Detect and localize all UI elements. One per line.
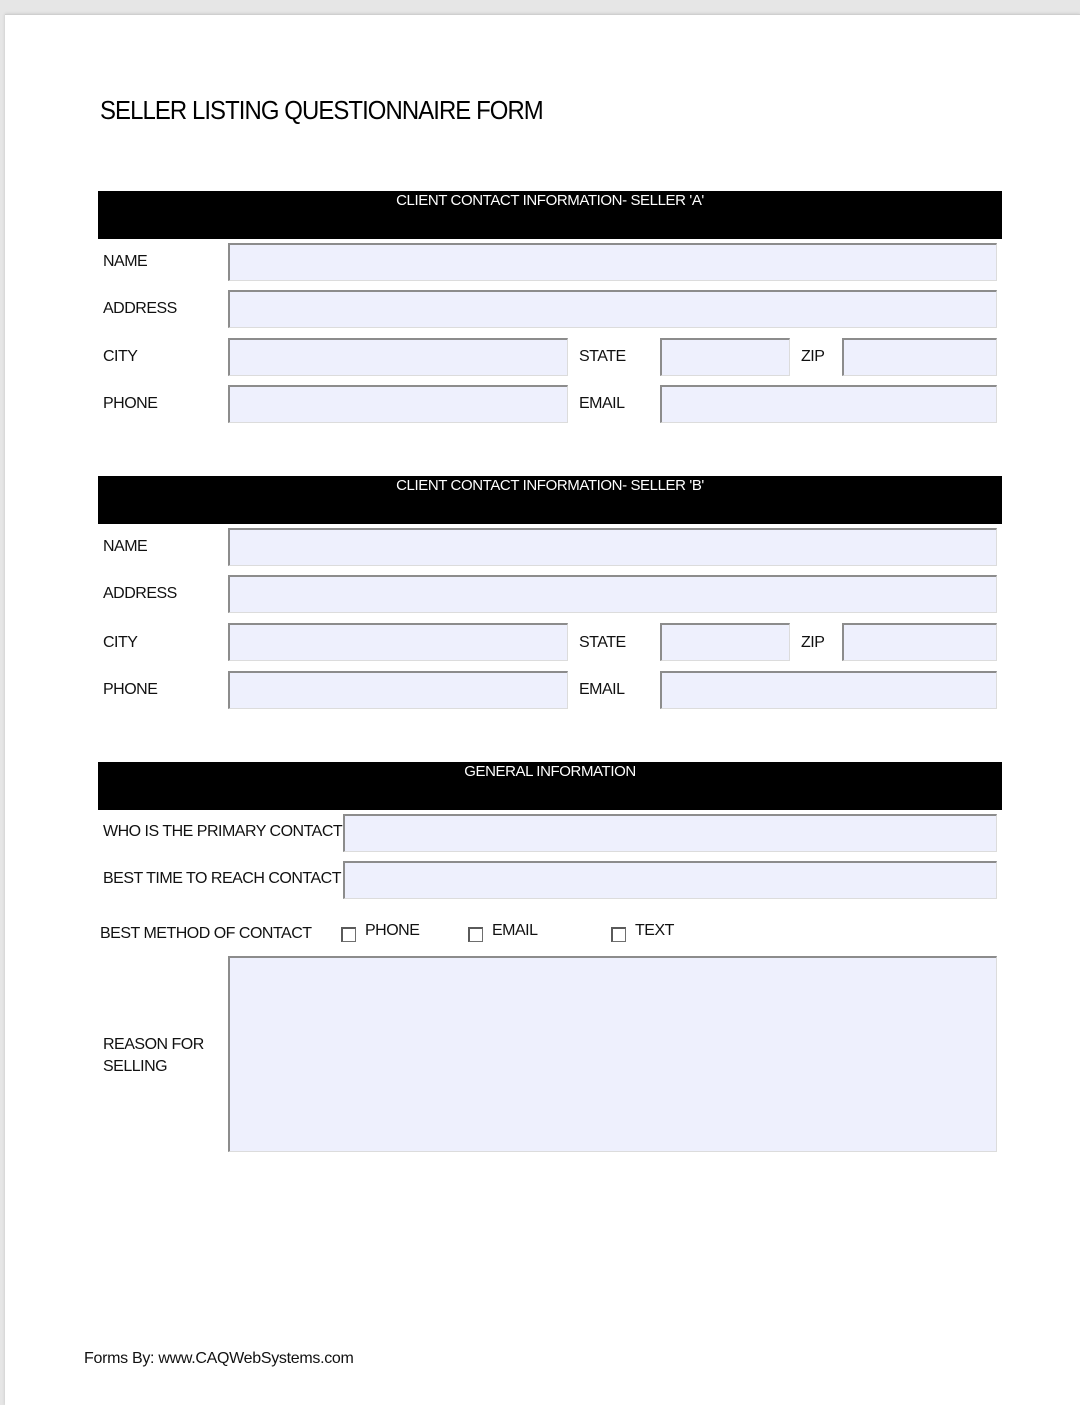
seller-b-state-field[interactable] [660,623,790,661]
best-time-label: BEST TIME TO REACH CONTACT [103,870,341,887]
seller-b-state-label: STATE [579,634,626,651]
seller-a-email-label: EMAIL [579,395,625,412]
seller-a-address-label: ADDRESS [103,300,177,317]
email-option-label: EMAIL [492,922,538,939]
seller-a-email-field[interactable] [660,385,997,423]
seller-b-name-field[interactable] [228,528,997,566]
seller-a-address-field[interactable] [228,290,997,328]
seller-b-address-label: ADDRESS [103,585,177,602]
reason-for-selling-field[interactable] [228,956,997,1152]
seller-a-city-label: CITY [103,348,138,365]
footer-credit: Forms By: www.CAQWebSystems.com [84,1350,354,1367]
seller-b-address-field[interactable] [228,575,997,613]
seller-a-state-field[interactable] [660,338,790,376]
seller-b-zip-field[interactable] [842,623,997,661]
seller-b-zip-label: ZIP [801,634,825,651]
primary-contact-label: WHO IS THE PRIMARY CONTACT [103,823,343,840]
seller-a-city-field[interactable] [228,338,568,376]
seller-b-email-field[interactable] [660,671,997,709]
phone-option-label: PHONE [365,922,420,939]
seller-b-city-field[interactable] [228,623,568,661]
seller-a-name-label: NAME [103,253,148,270]
seller-a-zip-label: ZIP [801,348,825,365]
text-option-label: TEXT [635,922,674,939]
seller-b-email-label: EMAIL [579,681,625,698]
best-method-label: BEST METHOD OF CONTACT [100,925,312,942]
reason-for-selling-label: REASON FOR SELLING [103,1036,204,1075]
seller-a-name-field[interactable] [228,243,997,281]
seller-a-state-label: STATE [579,348,626,365]
seller-b-name-label: NAME [103,538,148,555]
seller-b-city-label: CITY [103,634,138,651]
page-title: SELLER LISTING QUESTIONNAIRE FORM [100,95,543,125]
seller-a-phone-field[interactable] [228,385,568,423]
email-checkbox[interactable] [468,927,483,942]
primary-contact-field[interactable] [343,814,997,852]
seller-a-zip-field[interactable] [842,338,997,376]
seller-a-phone-label: PHONE [103,395,158,412]
phone-checkbox[interactable] [341,927,356,942]
best-time-field[interactable] [343,861,997,899]
text-checkbox[interactable] [611,927,626,942]
seller-b-phone-label: PHONE [103,681,158,698]
general-info-header: GENERAL INFORMATION [98,762,1002,810]
seller-b-header: CLIENT CONTACT INFORMATION- SELLER 'B' [98,476,1002,524]
seller-a-header: CLIENT CONTACT INFORMATION- SELLER 'A' [98,191,1002,239]
seller-b-phone-field[interactable] [228,671,568,709]
